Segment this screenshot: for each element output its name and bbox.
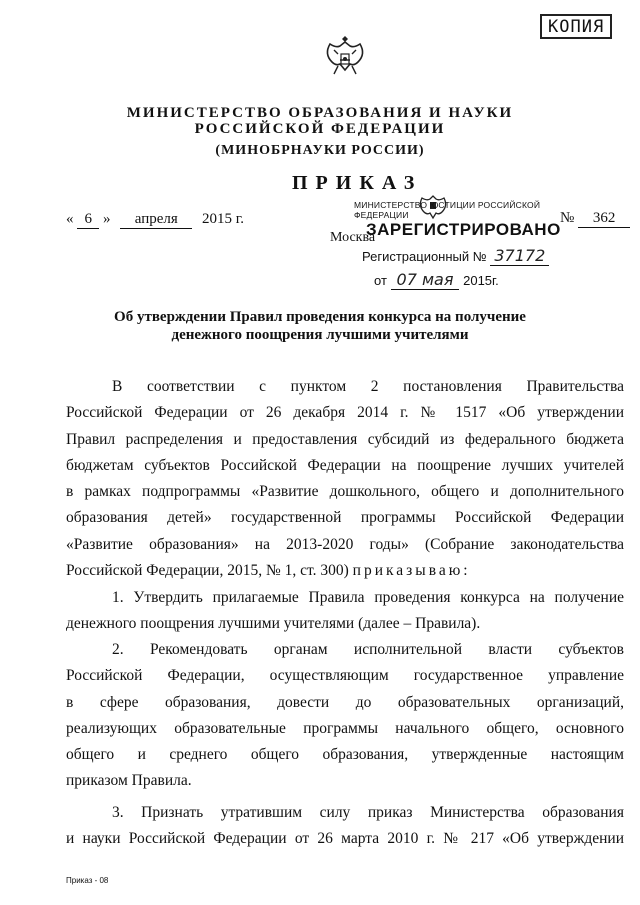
stamp-registered: ЗАРЕГИСТРИРОВАНО xyxy=(366,220,561,239)
paragraph-line: 3. Признать утратившим силу приказ Министерства образования xyxy=(112,804,624,821)
footer-code: Приказ - 08 xyxy=(66,876,109,885)
paragraph-item-3 xyxy=(66,800,624,853)
order-title-line1: Об утверждении Правил проведения конкурса на получение xyxy=(114,309,526,325)
paragraph-line: В соответствии с пунктом 2 постановления Правительства xyxy=(112,378,624,395)
copy-stamp: КОПИЯ xyxy=(540,14,612,39)
stamp-date-year: 2015г. xyxy=(463,273,499,288)
paragraph-line: в сфере образования, довести до образовательных организаций, xyxy=(66,693,624,711)
city: Москва xyxy=(330,230,376,245)
paragraph-item-2 xyxy=(66,637,624,795)
number-sign: № xyxy=(560,210,575,226)
stamp-reg-label: Регистрационный № xyxy=(362,249,487,264)
paragraph-line: приказом Правила. xyxy=(66,772,192,790)
paragraph-line: в рамках подпрограммы «Развитие дошкольного, общего и дополнительного xyxy=(66,483,624,501)
document-type: ПРИКАЗ xyxy=(292,172,423,194)
paragraph-line: 1. Утвердить прилагаемые Правила проведения конкурса на получение xyxy=(112,589,624,606)
date-close-quote: » xyxy=(103,211,111,227)
paragraph-line: общего и среднего общего образования, утвержденные настоящим xyxy=(66,746,624,764)
order-word: приказываю: xyxy=(352,562,471,580)
date-year: 2015 г. xyxy=(202,211,244,227)
ministry-name-line1: МИНИСТЕРСТВО ОБРАЗОВАНИЯ И НАУКИ xyxy=(126,105,514,121)
paragraph-line: и науки Российской Федерации от 26 марта 2010 г. № 217 «Об утверждении xyxy=(66,830,624,848)
stamp-ministry: МИНИСТЕРСТВО ЮСТИЦИИ РОССИЙСКОЙ ФЕДЕРАЦИИ xyxy=(354,200,541,220)
paragraph-line: Правил распределения и предоставления субсидий из федерального бюджета xyxy=(66,430,624,448)
stamp-reg-number: 37172 xyxy=(490,246,549,266)
stamp-date-row xyxy=(374,270,499,289)
paragraph-line: 2. Рекомендовать органам исполнительной власти субъектов xyxy=(112,641,624,658)
paragraph-line: Российской Федерации, осуществляющим государственное управление xyxy=(66,667,624,685)
paragraph-preamble xyxy=(66,374,624,584)
paragraph-line: образования детей» государственной программы Российской Федерации xyxy=(66,509,624,527)
number-value: 362 xyxy=(578,210,630,228)
date-day: 6 xyxy=(77,210,99,229)
paragraph-line-text: Российской Федерации, 2015, № 1, ст. 300) xyxy=(66,562,349,580)
paragraph-line: Российской Федерации от 26 декабря 2014 г. № 1517 «Об утверждении xyxy=(66,404,624,422)
date-open-quote: « xyxy=(66,211,74,227)
stamp-reg-number-row xyxy=(362,246,549,265)
date-month: апреля xyxy=(120,210,192,229)
paragraph-line-last xyxy=(66,558,624,584)
registration-stamp xyxy=(352,190,560,300)
order-date xyxy=(66,210,244,229)
paragraph-line: денежного поощрения лучшими учителями (далее – Правила). xyxy=(66,615,481,633)
order-title-line2: денежного поощрения лучшими учителями xyxy=(171,327,469,343)
paragraph-item-1 xyxy=(66,585,624,638)
ministry-name-line2: РОССИЙСКОЙ ФЕДЕРАЦИИ xyxy=(194,121,446,137)
order-number xyxy=(560,210,630,228)
stamp-date-prefix: от xyxy=(374,273,387,288)
stamp-date-handwritten: 07 мая xyxy=(391,270,460,290)
coat-of-arms-icon xyxy=(322,30,368,82)
paragraph-line: реализующих образовательные программы начального общего, основного xyxy=(66,719,624,737)
ministry-abbreviation: (МИНОБРНАУКИ РОССИИ) xyxy=(215,143,425,158)
paragraph-line: бюджетам субъектов Российской Федерации на поощрение лучших учителей xyxy=(66,456,624,474)
paragraph-line: «Развитие образования» на 2013-2020 годы» (Собрание законодательства xyxy=(66,535,624,553)
